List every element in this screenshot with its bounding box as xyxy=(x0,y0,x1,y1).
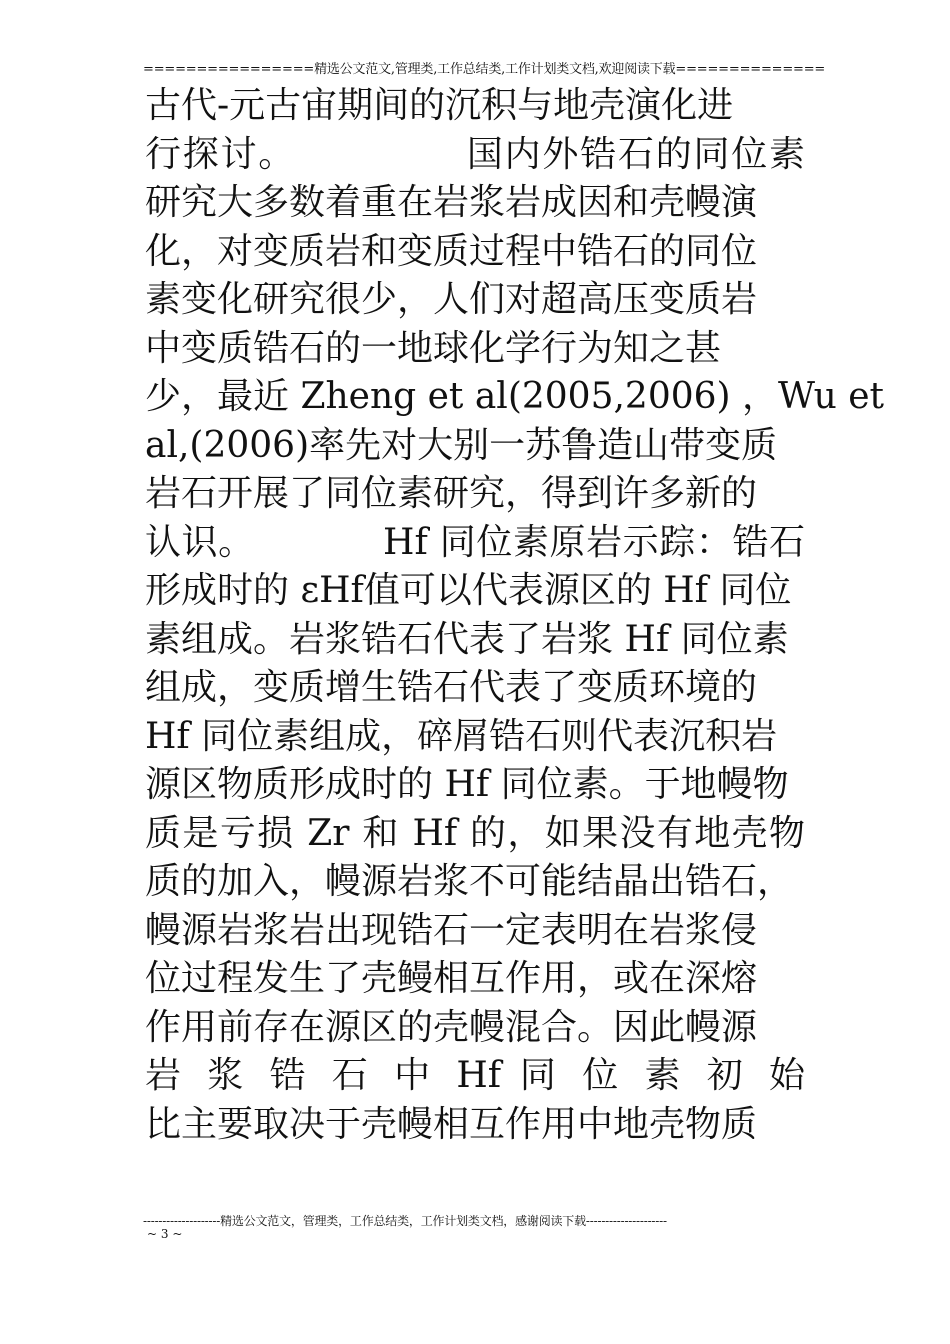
text-line: 中变质锆石的一地球化学行为知之甚 xyxy=(145,327,722,369)
text-line: 质是亏损 Zr 和 Hf 的，如果没有地壳物 xyxy=(145,812,805,854)
text-line: 作用前存在源区的壳幔混合。因此幔源 xyxy=(145,1006,758,1048)
text-line: 研究大多数着重在岩浆岩成因和壳幔演 xyxy=(145,182,758,223)
text-line: 少，最近 Zheng et al(2005,2006) ，Wu et xyxy=(145,376,884,417)
text-line: 比主要取决于壳幔相互作用中地壳物质 xyxy=(145,1103,758,1145)
text-line: 质的加入，幔源岩浆不可能结晶出锆石， xyxy=(145,861,794,902)
text-line: 幔源岩浆岩出现锆石一定表明在岩浆侵 xyxy=(145,909,758,951)
text-line: 岩 浆 锆 石 中 Hf 同 位 素 初 始 xyxy=(145,1055,805,1096)
text-line: 素变化研究很少，人们对超高压变质岩 xyxy=(145,279,758,320)
text-line: 组成，变质增生锆石代表了变质环境的 xyxy=(145,667,758,708)
text-line: 源区物质形成时的 Hf 同位素。于地幔物 xyxy=(145,764,789,805)
text-line: al,(2006)率先对大别一苏鲁造山带变质 xyxy=(145,424,778,466)
text-line: 位过程发生了壳鳗相互作用，或在深熔 xyxy=(145,958,758,999)
body-text xyxy=(145,82,884,1149)
text-line: Hf 同位素组成，碎屑锆石则代表沉积岩 xyxy=(145,715,778,757)
text-line: 化，对变质岩和变质过程中锆石的同位 xyxy=(145,230,758,272)
text-line: 古代-元古宙期间的沉积与地壳演化进 xyxy=(145,85,734,126)
text-line: 岩石开展了同位素研究，得到许多新的 xyxy=(145,473,758,514)
text-line: 形成时的 εHf值可以代表源区的 Hf 同位 xyxy=(145,570,792,611)
page-number: ~ 3 ~ xyxy=(147,1227,183,1241)
text-line: 认识。 Hf 同位素原岩示踪：锆石 xyxy=(145,521,805,563)
page-footer: --------------------精选公文范文，管理类，工作总结类，工作计划类文档，感谢阅读下载--------------------- xyxy=(143,1214,667,1228)
page-header: ================精选公文范文,管理类,工作总结类,工作计划类文档,欢迎阅读下载============== xyxy=(143,62,826,77)
text-line: 素组成。岩浆锆石代表了岩浆 Hf 同位素 xyxy=(145,618,789,660)
text-line: 行探讨。 国内外锆石的同位素 xyxy=(145,133,805,175)
